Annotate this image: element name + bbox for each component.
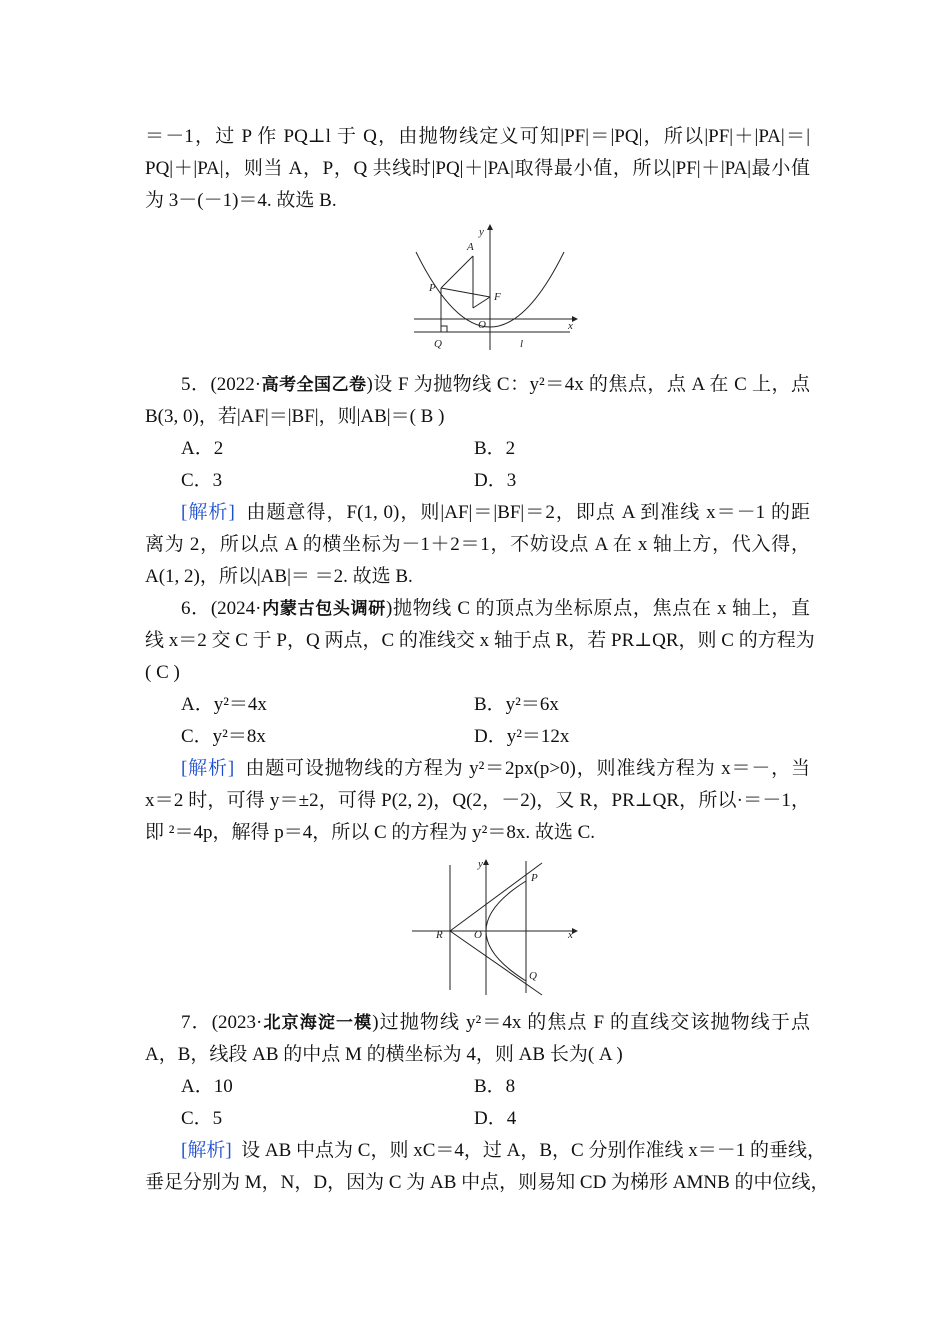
fig2-label-R: R <box>436 929 443 941</box>
q5-solution-tag: [解析] <box>181 502 235 523</box>
q5-stem-line-2: B(3, 0)，若|AF|＝|BF|，则|AB|＝( B ) <box>145 406 445 427</box>
q5-option-c: C．3 <box>181 470 223 491</box>
q6-solution-text-1: 由题可设抛物线的方程为 y²＝2px(p>0)，则准线方程为 x＝－，当 <box>245 758 811 779</box>
q6-stem-line-1 <box>181 597 810 621</box>
q6-source: 内蒙古包头调研 <box>261 599 386 619</box>
q7-solution-line-1 <box>181 1139 826 1163</box>
q6-option-d: D．y²＝12x <box>474 726 570 747</box>
q5-source: 高考全国乙卷 <box>261 375 367 395</box>
q7-solution-tag: [解析] <box>181 1140 232 1161</box>
q6-option-a: A．y²＝4x <box>181 694 267 715</box>
q5-option-d: D．3 <box>474 470 517 491</box>
prev-solution-line-3: 为 3－(－1)＝4. 故选 B. <box>145 190 337 211</box>
q6-solution-line-1 <box>181 757 810 781</box>
figure-parabola-2 <box>410 855 580 997</box>
q5-stem-line-1 <box>181 373 810 397</box>
q7-option-d: D．4 <box>474 1108 517 1129</box>
fig1-label-l: l <box>520 338 524 350</box>
prev-solution-line-2: PQ|＋|PA|，则当 A，P，Q 共线时|PQ|＋|PA|取得最小值，所以|PF|＋|PA|最小值 <box>145 158 810 179</box>
q6-number: 6．(2024· <box>181 598 262 619</box>
q7-stem-line-1 <box>181 1011 810 1035</box>
fig1-label-Q: Q <box>434 338 442 350</box>
q7-solution-line-2: 垂足分别为 M，N，D，因为 C 为 AB 中点，则易知 CD 为梯形 AMNB 的中位线， <box>145 1172 830 1193</box>
q6-solution-line-3: 即 ²＝4p，解得 p＝4，所以 C 的方程为 y²＝8x. 故选 C. <box>145 822 595 843</box>
q5-number: 5．(2022· <box>181 374 262 395</box>
q6-stem-line-3: ( C ) <box>145 662 180 683</box>
q7-stem-text-1: )过抛物线 y²＝4x 的焦点 F 的直线交该抛物线于点 <box>372 1012 811 1033</box>
fig1-label-A: A <box>467 241 474 253</box>
fig2-label-y: y <box>478 858 483 870</box>
fig2-label-Q: Q <box>529 970 537 982</box>
q7-number: 7．(2023· <box>181 1012 263 1033</box>
fig1-label-P: P <box>429 282 436 294</box>
q6-stem-line-2: 线 x＝2 交 C 于 P，Q 两点，C 的准线交 x 轴于点 R，若 PR⊥QR，则 C 的方程为 <box>145 630 815 651</box>
fig2-label-P: P <box>531 872 538 884</box>
q7-option-b: B．8 <box>474 1076 516 1097</box>
q5-stem-text-1: )设 F 为抛物线 C：y²＝4x 的焦点，点 A 在 C 上，点 <box>366 374 810 395</box>
q5-solution-line-2: 离为 2，所以点 A 的横坐标为－1＋2＝1，不妨设点 A 在 x 轴上方，代入得， <box>145 534 810 555</box>
fig1-label-F: F <box>494 291 501 303</box>
q7-solution-text-1: 设 AB 中点为 C，则 xC＝4，过 A，B，C 分别作准线 x＝－1 的垂线， <box>241 1140 826 1161</box>
q5-solution-line-1 <box>181 501 810 525</box>
prev-solution-line-1: ＝－1，过 P 作 PQ⊥l 于 Q，由抛物线定义可知|PF|＝|PQ|，所以|PF|＋|PA|＝| <box>145 126 810 147</box>
q7-stem-line-2: A，B，线段 AB 的中点 M 的横坐标为 4，则 AB 长为( A ) <box>145 1044 623 1065</box>
q5-option-b: B．2 <box>474 438 516 459</box>
q7-option-a: A．10 <box>181 1076 233 1097</box>
fig1-label-x: x <box>568 320 573 332</box>
q5-option-a: A．2 <box>181 438 224 459</box>
q5-solution-line-3: A(1, 2)，所以|AB|＝ ＝2. 故选 B. <box>145 566 413 587</box>
fig1-label-y: y <box>479 226 484 238</box>
q6-option-b: B．y²＝6x <box>474 694 559 715</box>
q6-solution-tag: [解析] <box>181 758 235 779</box>
q7-source: 北京海淀一模 <box>262 1013 373 1033</box>
q6-option-c: C．y²＝8x <box>181 726 266 747</box>
figure-parabola-1 <box>410 222 582 354</box>
q7-option-c: C．5 <box>181 1108 223 1129</box>
q6-stem-text-1: )抛物线 C 的顶点为坐标原点，焦点在 x 轴上，直 <box>385 598 811 619</box>
q6-solution-line-2: x＝2 时，可得 y＝±2，可得 P(2, 2)，Q(2，－2)，又 R，PR⊥QR，所以·＝－1， <box>145 790 810 811</box>
fig2-label-x: x <box>568 929 573 941</box>
q5-solution-text-1: 由题意得，F(1, 0)，则|AF|＝|BF|＝2，即点 A 到准线 x＝－1 的距 <box>246 502 811 523</box>
fig1-label-O: O <box>478 319 486 331</box>
fig2-label-O: O <box>474 929 482 941</box>
